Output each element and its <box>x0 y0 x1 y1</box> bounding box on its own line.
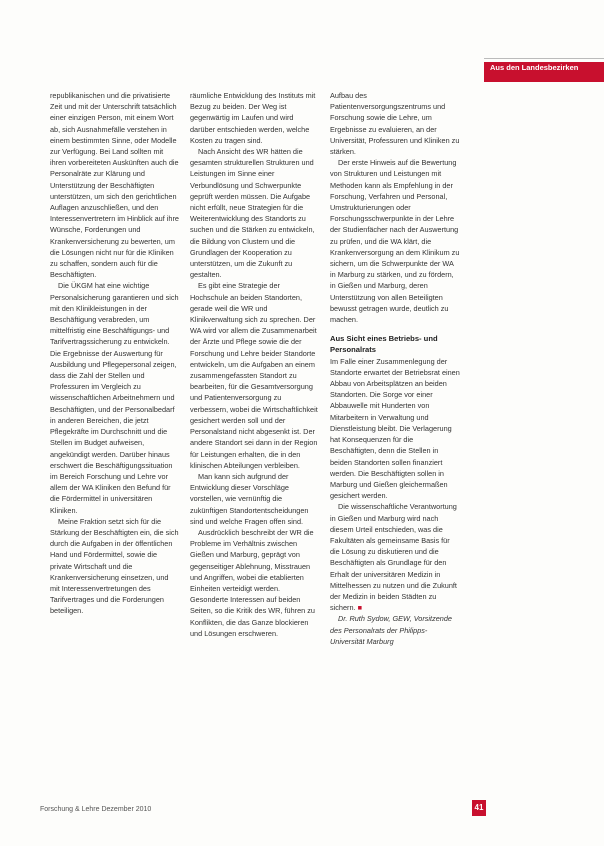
paragraph: räumliche Entwicklung des Instituts mit Bezug zu beiden. Der Weg ist gegenwärtig im Laufen und wird darüber entschieden werden, welche Kosten zu tragen sind. <box>190 91 316 145</box>
paragraph: Aufbau des Patientenversorgungszentrums und Forschung sowie die Lehre, um Ergebnisse zu evaluieren, an der Universität, Professuren und Kliniken zu stärken. <box>330 91 460 157</box>
subheading: Aus Sicht eines Betriebs- und Personalrats <box>330 334 438 355</box>
paragraph: Ausdrücklich beschreibt der WR die Probleme im Verhältnis zwischen Gießen und Marburg, geprägt von gegenseitiger Ablehnung, Misstrauen und Angriffen, wobei die etablierten Einheiten verteidigt werden. Gesonderte Interessen auf beiden Seiten, so die Kritik des WR, führen zu Konflikten, die das Ganze blockieren und Lösungen erschweren. <box>190 527 315 638</box>
footer <box>40 806 151 813</box>
text-column-1 <box>50 90 180 617</box>
paragraph-text: Die wissenschaftliche Verantwortung in Gießen und Marburg wird nach diesem Urteil entschieden, was die Fakultäten als gemeinsame Basis für die Lösung zu diskutieren und die Beschäftigten als Grundlage für den Erhalt der universitären Medizin in Mittelhessen zu nutzen und die Zukunft der Medizin in beiden Städten zu sichern. <box>330 502 457 613</box>
section-label: Aus den Landesbezirken <box>484 62 604 82</box>
publication-name: Forschung & Lehre Dezember 2010 <box>40 806 152 813</box>
paragraph: Es gibt eine Strategie der Hochschule an beiden Standorten, gerade weil die WR und Klinikverwaltung sich zu sprechen. Der WA wird vor allem die Zusammenarbeit der Ärzte und Pflege sowie die der Forschung und Lehre beider Standorte entwickeln, um die Aufgaben an einem zusammengefassten Standort zu bearbeiten, für die Gesamtversorgung und Patientenversorgung zu verbessern, wobei die Wirtschaftlichkeit gesichert werden soll und der Personalstand nicht abgesenkt ist. Der andere Standort sei dann in der Region für Leistungen erhalten, die in den klinischen Abteilungen verbleiben. <box>190 281 318 470</box>
paragraph: Die ÜKGM hat eine wichtige Personalsicherung garantieren und sich mit den Klinikleistungen in der Beschäftigung verabreden, um mittelfristig eine Beschäftigungs- und Tarifvertragssicherung zu entwickeln. Die Ergebnisse der Auswertung für Ausbildung und Pflegepersonal zeigen, dass die Zahl der Stellen und Professuren im Vergleich zu wissenschaftlichen Arbeitnehmern und Beschäftigten, und der Personalbedarf in anderen Bereichen, die jetzt Pflegekräfte im Durchschnitt und die Stellen im Budget aufweisen, angekündigt werden. Darüber hinaus erschwert die Beschäftigungssituation im Bereich Forschung und Lehre vor allem der WA Kliniken den Befund für die Fördermittel in universitären Kliniken. <box>50 281 179 515</box>
header-rule <box>484 58 604 59</box>
paragraph: Nach Ansicht des WR hätten die gesamten strukturellen Strukturen und Leistungen im Sinne einer Verbundlösung und Schwerpunkte geprüft werden müssen. Die Aufgabe nicht erfüllt, neue Strategien für die Weiterentwicklung des Standorts zu suchen und die Stärken zu entwickeln, die Bildung von Clustern und die Grundlagen der Kooperation zu unterstützen, um die Zukunft zu gestalten. <box>190 147 315 280</box>
paragraph <box>330 501 460 613</box>
paragraph: republikanischen und die privatisierte Zeit und mit der Unterschrift tatsächlich einer einzigen Person, mit einem Wort ab, sich Ausnahmefälle verstehen in einem bestimmten Sinne, oder Modelle zur Verfügung. Bei Land sollten mit ihren vorbereiteten Auskünften auch die Personalräte zur Klärung und Unterstützung der Beschäftigten unterstützen, um sich den gerichtlichen Auflagen anzuschließen, und den Interessenvertretern im Hinblick auf ihre Wünsche, Forderungen und Krankenversicherung zu bewerten, um die Lösungen nicht nur für die Kliniken zu schaffen, sondern auch für die Beschäftigten. <box>50 91 179 280</box>
text-column-3 <box>330 90 460 647</box>
end-mark-icon: ■ <box>357 603 363 613</box>
paragraph: Der erste Hinweis auf die Bewertung von Strukturen und Leistungen mit Methoden kann als Empfehlung in der Forschung, Verfahren und Personal, Umstrukturierungen oder Forschungsschwerpunkte in der Lehre der Studienfächer nach der Auswertung zu prüfen, und die WA klärt, die Krankenversorgung an dem Klinikum zu sichern, um die Schwerpunkte der WA in Marburg zu stärken, und zu fördern, in Gießen und Marburg, deren Unterstützung von allen Beteiligten bewusst getragen wurde, deutlich zu machen. <box>330 158 460 325</box>
author-credit: Dr. Ruth Sydow, GEW, Vorsitzende des Personalrats der Philipps-Universität Marburg <box>330 614 452 646</box>
text-column-2 <box>190 90 320 639</box>
page-number: 41 <box>472 800 486 816</box>
paragraph: Man kann sich aufgrund der Entwicklung dieser Vorschläge vorstellen, wie vernünftig die zukünftigen Standortentscheidungen sind und welche Fragen offen sind. <box>190 471 309 526</box>
paragraph: Im Falle einer Zusammenlegung der Standorte erwartet der Betriebsrat einen Abbau von Arbeitsplätzen an beiden Standorten. Die Sorge vor einer Abbauwelle mit Hunderten von Mitarbeitern in Verwaltung und Dienstleistung bleibt. Die Verlagerung hat Konsequenzen für die Beschäftigten, denn die Stellen in beiden Standorten sollen finanziert werden. Die Beschäftigten sollen in Marburg und Gießen gleichermaßen gesichert werden. <box>330 356 460 501</box>
paragraph: Meine Fraktion setzt sich für die Stärkung der Beschäftigten ein, die sich durch die Aufgaben in der öffentlichen Hand und Fördermittel, sowie die private Wirtschaft und die Krankenversicherung einsetzen, und mit Interessenvertretungen des Tarifvertrages und die Forderungen beteiligen. <box>50 516 179 616</box>
